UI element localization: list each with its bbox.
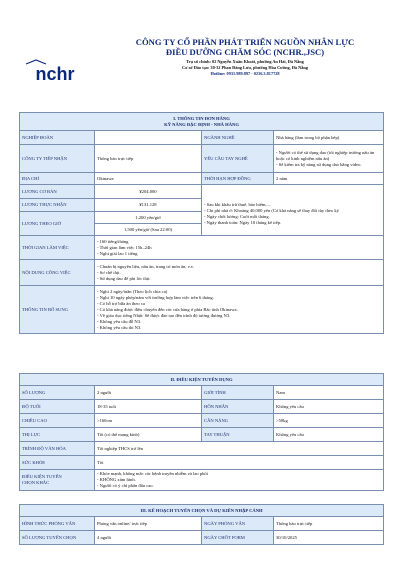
company-name — [100, 37, 390, 57]
gender-value: Nam — [274, 386, 384, 400]
company-value: Thông báo trực tiếp — [95, 145, 202, 173]
address-label: ĐỊA CHỈ — [20, 173, 95, 185]
weight-value: >50kg — [274, 414, 384, 428]
industry-value — [95, 131, 202, 145]
interview-date-value: Thông báo trực tiếp — [274, 517, 384, 531]
logo-text: nchr — [35, 64, 75, 84]
selection-count-label: SỐ LƯỢNG TUYỂN CHỌN — [20, 531, 95, 545]
height-value: >160cm — [95, 414, 202, 428]
interview-date-label: NGÀY PHỎNG VẤN — [202, 517, 274, 531]
requirements-label: YÊU CẦU TAY NGHỀ — [202, 145, 274, 173]
base-salary-value: ¥204.000 — [95, 185, 202, 199]
hourly-label: LƯƠNG THEO GIỜ — [20, 212, 95, 236]
extra-label: THÔNG TIN BỔ SUNG — [20, 286, 95, 334]
age-value: 18-35 tuổi — [95, 400, 202, 414]
industry-label: NGHIỆP ĐOÀN — [20, 131, 95, 145]
salary-notes: - Sau khi khấu trừ thuế, bảo hiểm,.... - Chi phí nhà ở: Khoảng 40,000 yên (Có khả năng sẽ thay đổi tùy theo ký - Ngày chốt lương: Cuối mỗi tháng. - Ngày thanh toán: Ngày 10 tháng kế tiếp. — [202, 185, 384, 236]
job-label: NGÀNH NGHỀ — [202, 131, 274, 145]
company-label: CÔNG TY TIẾP NHẬN — [20, 145, 95, 173]
hand-value: Không yêu cầu — [274, 428, 384, 442]
interview-form-value: Phỏng vấn online/ trực tiếp — [95, 517, 202, 531]
hand-label: TAY THUẬN — [202, 428, 274, 442]
other-conditions-value: - Khỏe mạnh, không mắc các bệnh truyền nhiễm và lao phổi - KHÔNG xăm hình. - Người có ý chí phấn đấu cao. — [95, 470, 384, 491]
net-salary-value: ¥131.128 — [95, 199, 202, 212]
nchr-logo — [20, 58, 90, 84]
other-conditions-label: ĐIỀU KIỆN TUYỂN CHỌN KHÁC — [20, 470, 95, 491]
age-label: ĐỘ TUỔI — [20, 400, 95, 414]
extra-value: - Nghỉ 2 ngày/tuần (Theo lịch chia ca) - Nghỉ 10 ngày phép/năm với trường hợp làm việc trên 6 tháng. - Có hỗ trợ bữa ăn theo ca - Có khả năng được điều chuyển đến các cửa hàng ở phía Bắc tỉnh Okinawa. - Về giáo dục tiếng Nhật: Sẽ được đào tạo đến trình độ tương đương N3. - Không yêu cầu đỗ N3. - Không yêu cầu thi N3. — [95, 286, 384, 334]
training-address: Cơ sở Đào tạo: 30-32 Phan Đăng Lưu, phường Hòa Cường, Đà Nẵng — [182, 65, 308, 70]
education-value: Tốt nghiệp THCS trở lên — [95, 442, 384, 456]
eyesight-value: Tốt (có thể mang kính) — [95, 428, 202, 442]
contract-label: THỜI HẠN HỢP ĐỒNG — [202, 173, 274, 185]
quantity-value: 2 người — [95, 386, 202, 400]
contract-value: 2 năm — [274, 173, 384, 185]
net-salary-label: LƯƠNG THỰC NHẬN — [20, 199, 95, 212]
form-close-value: 30/10/2025 — [274, 531, 384, 545]
company-address — [100, 59, 390, 77]
address-value: Okinawa — [95, 173, 202, 185]
selection-count-value: 4 người — [95, 531, 202, 545]
job-value: Nhà hàng (làm trong bộ phận bếp) — [274, 131, 384, 145]
hourly-value-1: 1,200 yên/giờ — [95, 212, 202, 224]
order-info-table — [19, 112, 384, 334]
marital-label: HÔN NHÂN — [202, 400, 274, 414]
height-label: CHIỀU CAO — [20, 414, 95, 428]
recruitment-conditions-table — [19, 373, 384, 491]
hourly-value-2: 1,500 yên/giờ (Sau 22:00) — [95, 224, 202, 236]
hotline: Hotline: 0931.989.897 - 0236.3.817728 — [210, 71, 280, 76]
form-close-label: NGÀY CHỐT FORM — [202, 531, 274, 545]
document-header — [0, 0, 400, 112]
eyesight-label: THỊ LỰC — [20, 428, 95, 442]
requirements-value: - Người có thể sử dụng dao (tốt nghiệp trường nấu ăn hoặc có kinh nghiệm nấu ăn) - Sẽ kiểm tra kỹ năng sử dụng dao bằng video. — [274, 145, 384, 173]
interview-form-label: HÌNH THỨC PHỎNG VẤN — [20, 517, 95, 531]
weight-label: CÂN NẶNG — [202, 414, 274, 428]
worktime-value: - 160 tiếng/tháng - Thời gian làm việc 15h–24h - Nghỉ giải lao 1 tiếng — [95, 236, 384, 260]
company-name-line2: ĐIỀU DƯỠNG CHĂM SÓC (NCHR.,JSC) — [165, 47, 325, 57]
worktime-label: THỜI GIAN LÀM VIỆC — [20, 236, 95, 260]
office-address: Trụ sở chính: 02 Nguyễn Xuân Khoát, phường An Hải, Đà Nẵng — [186, 59, 304, 64]
workcontent-value: - Chuẩn bị nguyên liệu, nấu ăn, trang trí món ăn, v.v. - Sơ chế thịt. - Sử dụng dao để phi lóc thịt. — [95, 260, 384, 286]
workcontent-label: NỘI DUNG CÔNG VIỆC — [20, 260, 95, 286]
marital-value: Không yêu cầu — [274, 400, 384, 414]
gender-label: GIỚI TÍNH — [202, 386, 274, 400]
interview-plan-table — [19, 504, 384, 545]
education-label: TRÌNH ĐỘ VĂN HÓA — [20, 442, 95, 456]
section3-title: III. KẾ HOẠCH TUYỂN CHỌN VÀ DỰ KIẾN NHẬP CẢNH — [20, 505, 384, 517]
health-label: SỨC KHỎE — [20, 456, 95, 470]
section1-title: I. THÔNG TIN ĐƠN HÀNG KỸ NĂNG ĐẶC ĐỊNH - NHÀ HÀNG — [20, 113, 384, 131]
company-name-line1: CÔNG TY CỔ PHẦN PHÁT TRIỂN NGUỒN NHÂN LỰC — [135, 37, 355, 47]
quantity-label: SỐ LƯỢNG — [20, 386, 95, 400]
health-value: Tốt — [95, 456, 384, 470]
base-salary-label: LƯƠNG CƠ BẢN — [20, 185, 95, 199]
section2-title: II. ĐIỀU KIỆN TUYỂN DỤNG — [20, 374, 384, 386]
